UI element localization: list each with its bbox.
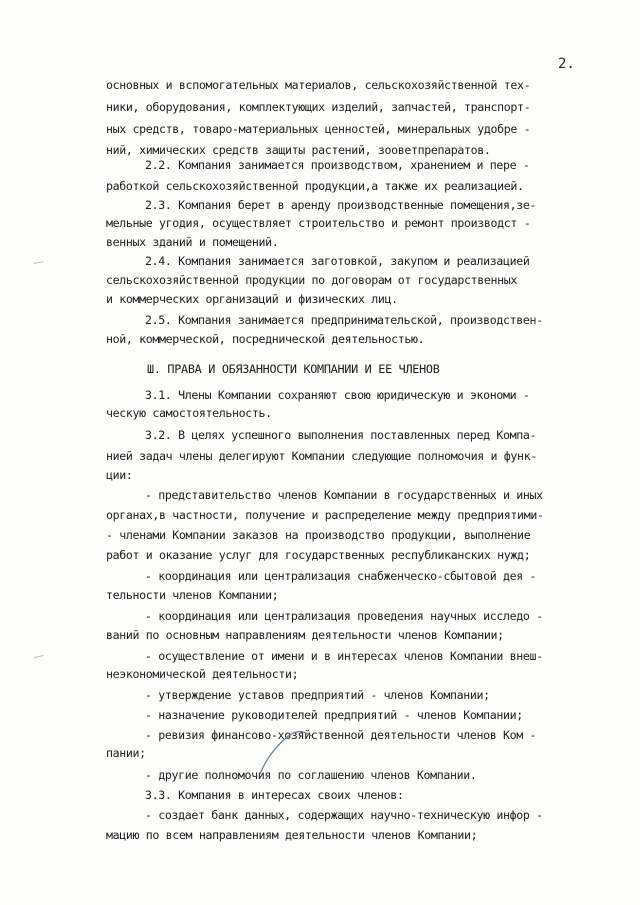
- text-line: - ревизия финансово-хозяйственной деятельности членов Ком -: [145, 728, 537, 742]
- text-line: органах,в частности, получение и распределение между предприятими-: [106, 508, 544, 522]
- text-line: 3.3. Компания в интересах своих членов:: [145, 788, 404, 802]
- page-number: 2.: [558, 56, 575, 72]
- text-line: - представительство членов Компании в государственных и иных: [145, 488, 543, 502]
- text-line: - утверждение уставов предприятий - членов Компании;: [145, 688, 490, 702]
- text-line: 3.2. В целях успешного выполнения поставленных перед Компа-: [145, 428, 537, 442]
- text-line: нией задач члены делегируют Компании следующие полномочия и функ-: [106, 449, 537, 463]
- text-line: ваний по основным направлениям деятельности членов Компании;: [106, 628, 504, 642]
- text-line: пании;: [106, 746, 146, 760]
- text-line: ции:: [106, 468, 133, 482]
- text-line: сельскохозяйственной продукции по договорам от государственных: [106, 273, 518, 287]
- text-line: ний, химических средств защиты растений, зооветпрепаратов.: [106, 143, 491, 157]
- margin-mark: [34, 261, 45, 267]
- pen-stroke: [256, 728, 316, 778]
- text-line: - координация или централизация проведения научных исследо -: [145, 609, 543, 623]
- text-line: работкой сельскохозяйственной продукции,а также их реализацией.: [106, 179, 524, 193]
- text-line: неэкономической деятельности;: [106, 667, 299, 681]
- margin-mark: [34, 655, 45, 661]
- text-line: мельные угодия, осуществляет строительство и ремонт производст -: [106, 216, 531, 230]
- text-line: - создает банк данных, содержащих научно-техническую инфор -: [145, 808, 543, 822]
- text-line: ных средств, товаро-материальных ценностей, минеральных удобре -: [106, 122, 531, 136]
- text-line: - членами Компании заказов на производство продукции, выполнение: [106, 528, 531, 542]
- text-line: ческую самостоятельность.: [106, 406, 272, 420]
- text-line: мацию по всем направлениям деятельности членов Компании;: [106, 828, 478, 842]
- text-line: - другие полномочия по соглашению членов Компании.: [145, 768, 477, 782]
- text-line: и коммерческих организаций и физических лиц.: [106, 292, 398, 306]
- section-heading: Ш. ПРАВА И ОБЯЗАННОСТИ КОМПАНИИ И ЕЕ ЧЛЕНОВ: [147, 362, 440, 376]
- text-line: ной, коммерческой, посреднической деятельностью.: [106, 332, 425, 346]
- text-line: работ и оказание услуг для государственных республиканских нужд;: [106, 548, 531, 562]
- text-line: ники, оборудования, комплектующих изделий, запчастей, транспорт-: [106, 100, 531, 114]
- text-line: 2.2. Компания занимается производством, хранением и пере -: [145, 158, 530, 172]
- text-line: - назначение руководителей предприятий - членов Компании;: [145, 708, 523, 722]
- text-line: - координация или централизация снабженческо-сбытовой дея -: [145, 569, 537, 583]
- text-line: венных зданий и помещений.: [106, 235, 279, 249]
- text-line: 2.3. Компания берет в аренду производственные помещения,зе-: [145, 198, 537, 212]
- text-line: 2.4. Компания занимается заготовкой, закупом и реализацией: [145, 254, 530, 268]
- text-line: - осуществление от имени и в интересах членов Компании внеш-: [145, 649, 543, 663]
- text-line: тельности членов Компании;: [106, 588, 279, 602]
- text-line: 2.5. Компания занимается предпринимательской, производствен-: [145, 313, 543, 327]
- text-line: основных и вспомогательных материалов, сельскохозяйственной тех-: [106, 78, 531, 92]
- text-line: 3.1. Члены Компании сохраняют свою юридическую и экономи -: [145, 388, 530, 402]
